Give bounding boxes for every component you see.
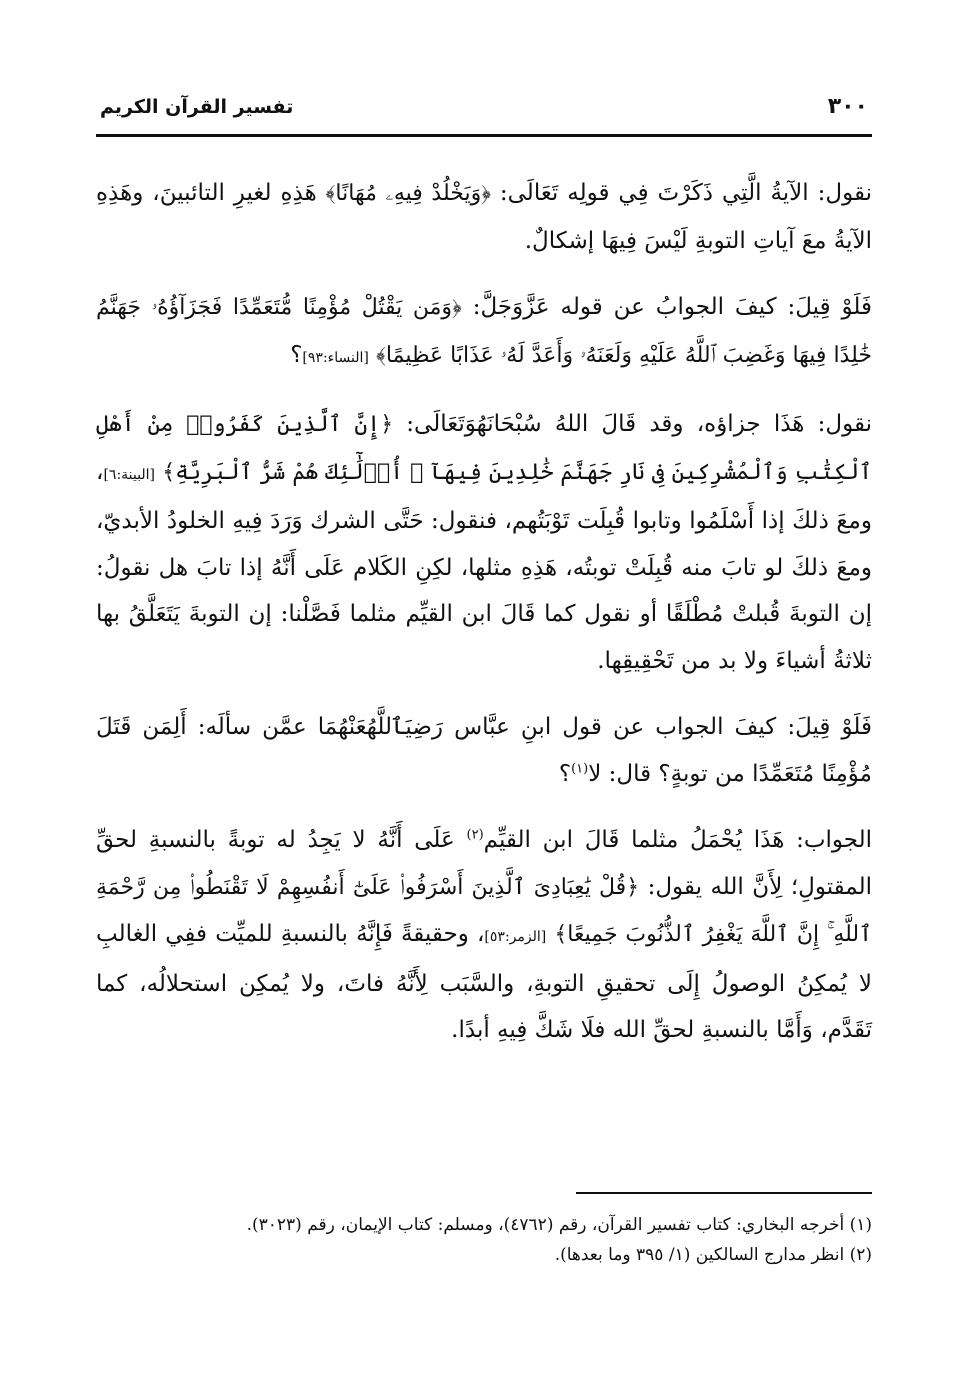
quran-verse: ﴿وَمَن يَقْتُلْ مُؤْمِنًا مُّتَعَمِّدًا فَجَزَآؤُهُۥ جَهَنَّمُ خَٰلِدًا فِيهَا وَغَضِبَ ٱللَّهُ عَلَيْهِ وَلَعَنَهُۥ وَأَعَدَّ لَهُۥ عَذَابًا عَظِيمًا﴾ — [96, 295, 872, 368]
footnote-divider — [576, 1192, 872, 1194]
quran-verse: ﴿وَيَخْلُدْ فِيهِۦ مُهَانًا﴾ — [325, 181, 491, 206]
quran-verse: ﴿قُلْ يَٰعِبَادِىَ ٱلَّذِينَ أَسْرَفُوا۟ عَلَىٰٓ أَنفُسِهِمْ لَا تَقْنَطُوا۟ مِن رَّحْمَةِ ٱللَّهِ ۚ إِنَّ ٱللَّهَ يَغْفِرُ ٱلذُّنُوبَ جَمِيعًا﴾ — [96, 874, 873, 947]
paragraph-text: فَلَوْ قِيلَ: كيفَ الجواب عن قول ابنِ عبَّاس رَضِيَٱللَّهُعَنْهُمَا عمَّن سألَه: أَلِمَن قَتَلَ مُؤْمِنًا مُتَعَمِّدًا من توبةٍ؟ قال: لا — [96, 714, 872, 787]
page-header — [96, 92, 872, 137]
verse-reference: [النساء:٩٣] — [302, 349, 369, 366]
paragraph-text: فَلَوْ قِيلَ: كيفَ الجوابُ عن قوله عَزَّوَجَلَّ: — [461, 294, 873, 320]
paragraph-text: نقول: الآيةُ الَّتِي ذَكَرْتَ فِي قولِه تَعَالَى: — [490, 180, 872, 206]
book-title: تفسير القرآن الكريم — [100, 96, 294, 118]
paragraph-text: نقول: هَذَا جزاؤه، وقد قَالَ اللهُ سُبْحَانَهُوَتَعَالَى: — [393, 411, 872, 437]
paragraph-2 — [96, 284, 872, 381]
paragraph-text: ؟ — [558, 760, 572, 787]
verse-reference: [الزمر:٥٣] — [484, 929, 547, 945]
paragraph-text: عَلَى أَنَّهُ لا يَجِدُ له توبةً بالنسبةِ لحقِّ المقتولِ؛ لِأَنَّ الله يقول: — [96, 827, 872, 900]
paragraph-text: ، وحقيقةً فَإِنَّهُ بالنسبةِ للميِّت ففِي الغالبِ لا يُمكِنُ الوصولُ إِلَى تحقيقِ التوبةِ، والسَّبَب لِأَنَّهُ فاتَ، ولا يُمكِن استحلالُه، كما تَقَدَّم، وَأَمَّا بالنسبةِ لحقِّ الله فلَا شَكَّ فِيهِ أبدًا. — [96, 921, 872, 1043]
footnotes — [96, 1210, 872, 1270]
paragraph-5 — [96, 817, 872, 1054]
quran-verse: ﴿إِنَّ ٱلَّذِينَ كَفَرُوا۟ مِنْ أَهْلِ ٱلْكِتَٰبِ وَٱلْمُشْرِكِينَ فِى نَارِ جَهَنَّمَ خَٰلِدِينَ فِيهَآ ۚ أُو۟لَٰٓئِكَ هُمْ شَرُّ ٱلْبَرِيَّةِ﴾ — [96, 412, 873, 485]
paragraph-text: هَذِهِ لغيرِ التائبينَ، وهَذِهِ الآيةُ معَ آياتِ التوبةِ لَيْسَ فِيهَا إشكالٌ. — [96, 180, 872, 254]
page-body — [96, 170, 872, 1074]
footnote-1: (١) أخرجه البخاري: كتاب تفسير القرآن، رقم (٤٧٦٢)، ومسلم: كتاب الإيمان، رقم (٣٠٢٣). — [246, 1215, 872, 1235]
footnote-2: (٢) انظر مدارج السالكين (١/ ٣٩٥ وما بعدها). — [554, 1245, 872, 1265]
paragraph-text: ، ومعَ ذلكَ إذا أَسْلَمُوا وتابوا قُبِلَت تَوْبَتُهم، فنقول: حَتَّى الشرك وَرَدَ فِيهِ الخلودُ الأبديّ، ومعَ ذلكَ لو تابَ منه قُبِلَتْ توبتُه، هَذِهِ مثلها، لكِنِ الكَلام عَلَى أَنَّهُ إذا تابَ هل نقولُ: إن التوبةَ قُبلتْ مُطْلَقًا أو نقول كما قَالَ ابن القيِّم مثلما فَصَّلْنا: إن التوبةَ يَتَعَلَّقُ بها ثلاثةُ أشياءَ ولا بد من تَحْقِيقِها. — [96, 458, 872, 674]
footnote-marker[interactable]: (١) — [571, 760, 589, 776]
footnote-marker[interactable]: (٢) — [466, 827, 484, 843]
paragraph-text: ؟ — [290, 341, 303, 368]
paragraph-1 — [96, 170, 872, 264]
paragraph-4 — [96, 704, 872, 797]
paragraph-3 — [96, 401, 872, 684]
page-number: ٣٠٠ — [827, 94, 868, 119]
verse-reference: [البينة:٦] — [103, 466, 155, 483]
paragraph-text: الجواب: هَذَا يُحْمَلُ مثلما قَالَ ابن القيِّم — [483, 827, 872, 853]
